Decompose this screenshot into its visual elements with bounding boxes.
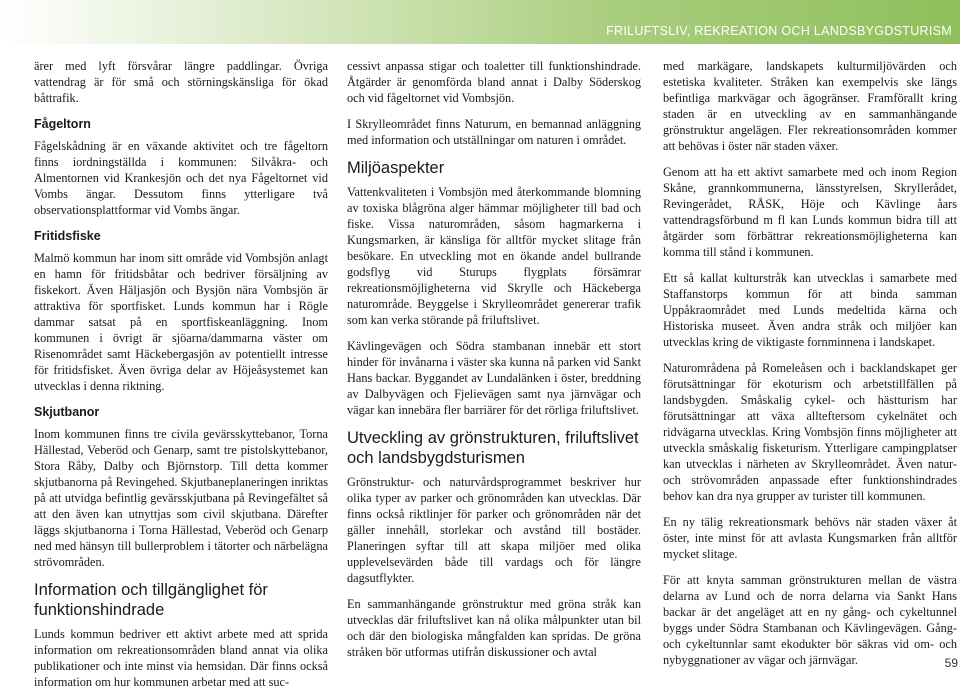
running-header-title: FRILUFTSLIV, REKREATION OCH LANDSBYGDSTURISM xyxy=(606,24,952,38)
paragraph: Inom kommunen finns tre civila gevärsskyttebanor, Torna Hällestad, Veberöd och Genarp, samt tre pistolskyttebanor, Stora Råby, Dalby och Björnstorp. Till detta kommer skjutbanorna på Revingehed. Skjutbaneplaneringen inriktas på att utvidga befintlig gevärsskjutbana på Revingefältet så att den även kan utnyttjas som civil skjutbana. Därefter läggs skjutbanorna i Torna Hällestad, Veberöd och Genarp ned med hänsyn till bullerproblem i tätorter och närbelägna strövområden. xyxy=(34,427,328,569)
paragraph: En ny tälig rekreationsmark behövs när staden växer åt öster, inte minst för att avlasta Kungsmarken från alltför mycket slitage. xyxy=(663,515,957,561)
heading-information: Information och tillgänglighet för funktionshindrade xyxy=(34,581,268,619)
paragraph: En sammanhängande grönstruktur med gröna stråk kan utvecklas där friluftslivet kan nå olika målpunkter utan bil och där den biologiska mångfalden kan spridas. De gröna stråken bör utformas utifrån diskussioner och avtal xyxy=(347,597,641,659)
column-1 xyxy=(34,58,328,700)
paragraph: Naturområdena på Romeleåsen och i backlandskapet ger förutsättningar för ekoturism och arbetstillfällen på landsbygden. Småskalig cykel- och hästturism har förutsättningar att växa allteftersom cykelnätet och ridvägarna utvecklas. Kring Vombsjön finns möjligheter att utveckla småskalig fisketurism. Ytterligare campingplatser kan utvecklas i närheten av Skrylleområdet. Även natur- och strövområden anpassade efter funktionshindrades behov kan dra nya grupper av turister till kommunen. xyxy=(663,361,957,503)
paragraph: med markägare, landskapets kulturmiljövärden och estetiska kvaliteter. Stråken kan exempelvis ske längs befintliga markvägar och ägogränser. Framförallt kring staden är en utveckling av en sammanhängande grönstruktur angelägen. Fler rekreationsområden kommer att behövas i öster när staden växer. xyxy=(663,59,957,153)
paragraph: cessivt anpassa stigar och toaletter till funktionshindrade. Åtgärder är genomförda bland annat i Dalby Söderskog och vid fågeltornet vid Vombsjön. xyxy=(347,59,641,105)
header-bar xyxy=(0,0,960,44)
heading-fageltorn: Fågeltorn xyxy=(34,117,91,131)
heading-skjutbanor: Skjutbanor xyxy=(34,405,100,419)
paragraph: Ett så kallat kulturstråk kan utvecklas i samarbete med Staffanstorps kommun för att binda samman Uppåkraområdet med Lunds medeltida kärna och Historiska museet. Även andra stråk och miljöer kan utvecklas kring de viktigaste fornminnena i landskapet. xyxy=(663,271,957,349)
paragraph: Lunds kommun bedriver ett aktivt arbete med att sprida information om rekreationsområden bland annat via olika publikationer och inte minst via hemsidan. Där finns också information om hur kommunen arbetar med att suc- xyxy=(34,627,328,689)
page-number: 59 xyxy=(944,656,958,670)
column-2 xyxy=(347,58,641,670)
paragraph: I Skrylleområdet finns Naturum, en bemannad anläggning med information och utställningar om naturen i området. xyxy=(347,117,641,147)
paragraph: Vattenkvaliteten i Vombsjön med återkommande blomning av toxiska blågröna alger hämmar möjligheter till bad och fiske. Vissa naturområden, såsom hagmarkerna i Kungsmarken, är känsliga för alltför mycket slitage från besökare. En utveckling mot en ökande andel bullrande godsflyg vid Sturups flygplats försämrar rekreationsmöjligheterna vid Skrylle och Häckeberga naturområde. Beyggelse i Skrylleområdet genererar trafik som kan verka störande på friluftslivet. xyxy=(347,185,641,327)
heading-miljoaspekter: Miljöaspekter xyxy=(347,159,445,177)
paragraph: Genom att ha ett aktivt samarbete med och inom Region Skåne, grannkommunerna, länsstyrelsen, Skryllerådet, Revingerådet, RÅSK, Höje och Kävlinge åars vattendragsförbund m fl kan Lunds kommun bidra till att åtgärder som förbättrar rekreationsmöjligheterna kan komma till stånd i kommunen. xyxy=(663,165,957,259)
paragraph: ärer med lyft försvårar längre paddlingar. Övriga vattendrag är för små och störningskänsliga för ökad båttrafik. xyxy=(34,59,328,105)
paragraph: Kävlingevägen och Södra stambanan innebär ett stort hinder för invånarna i väster ska kunna nå parken vid Sankt Hans backar. Byggandet av Lundalänken i öster, breddning av Dalbyvägen och Fjelievägen samt nya järnvägar och vägar kan innebära fler barriärer för det rörliga friluftslivet. xyxy=(347,339,641,417)
paragraph: Fågelskådning är en växande aktivitet och tre fågeltorn finns iordningställda i kommunen: Silvåkra- och Almentornen vid Krankesjön och det nya Fågeltornet vid Vombs ängar. Dessutom finns ytterligare två observationsplattformar vid Vombs ängar. xyxy=(34,139,328,217)
column-3 xyxy=(663,58,957,678)
heading-utveckling: Utveckling av grönstrukturen, friluftslivet och landsbygdsturismen xyxy=(347,429,639,467)
paragraph: Grönstruktur- och naturvårdsprogrammet beskriver hur olika typer av parker och grönområden kan utvecklas. Där finns också riktlinjer för parker och grönområden när det gäller innehåll, storlekar och avstånd till bostäder. Planeringen syftar till att skapa miljöer med olika upplevelsevärden både till vardags och för längre dagsutflykter. xyxy=(347,475,641,585)
heading-fritidsfiske: Fritidsfiske xyxy=(34,229,101,243)
paragraph: För att knyta samman grönstrukturen mellan de västra delarna av Lund och de norra delarna via Sankt Hans backar är det angeläget att en ny gång- och cykeltunnel byggs under Södra Stambanan och Kävlingevägen. Gång- och cykeltunnlar samt ekodukter bör säkras vid om- och nybyggnationer av vägar och järnvägar. xyxy=(663,573,957,667)
paragraph: Malmö kommun har inom sitt område vid Vombsjön anlagt en hamn för fritidsbåtar och bedriver försäljning av fiskekort. Även Häljasjön och Bysjön nära Vombsjön är attraktiva för sportfisket. Lunds kommun har i Rögle dammar satsat på en sportfiskeanläggning. Inom kommunen i övrigt är sjöarna/dammarna väster om Risenområdet samt Häckebergasjön av potentiellt intresse för fritidsfisket. Även övriga delar av Höjeåsystemet kan utvecklas i denna riktning. xyxy=(34,251,328,393)
